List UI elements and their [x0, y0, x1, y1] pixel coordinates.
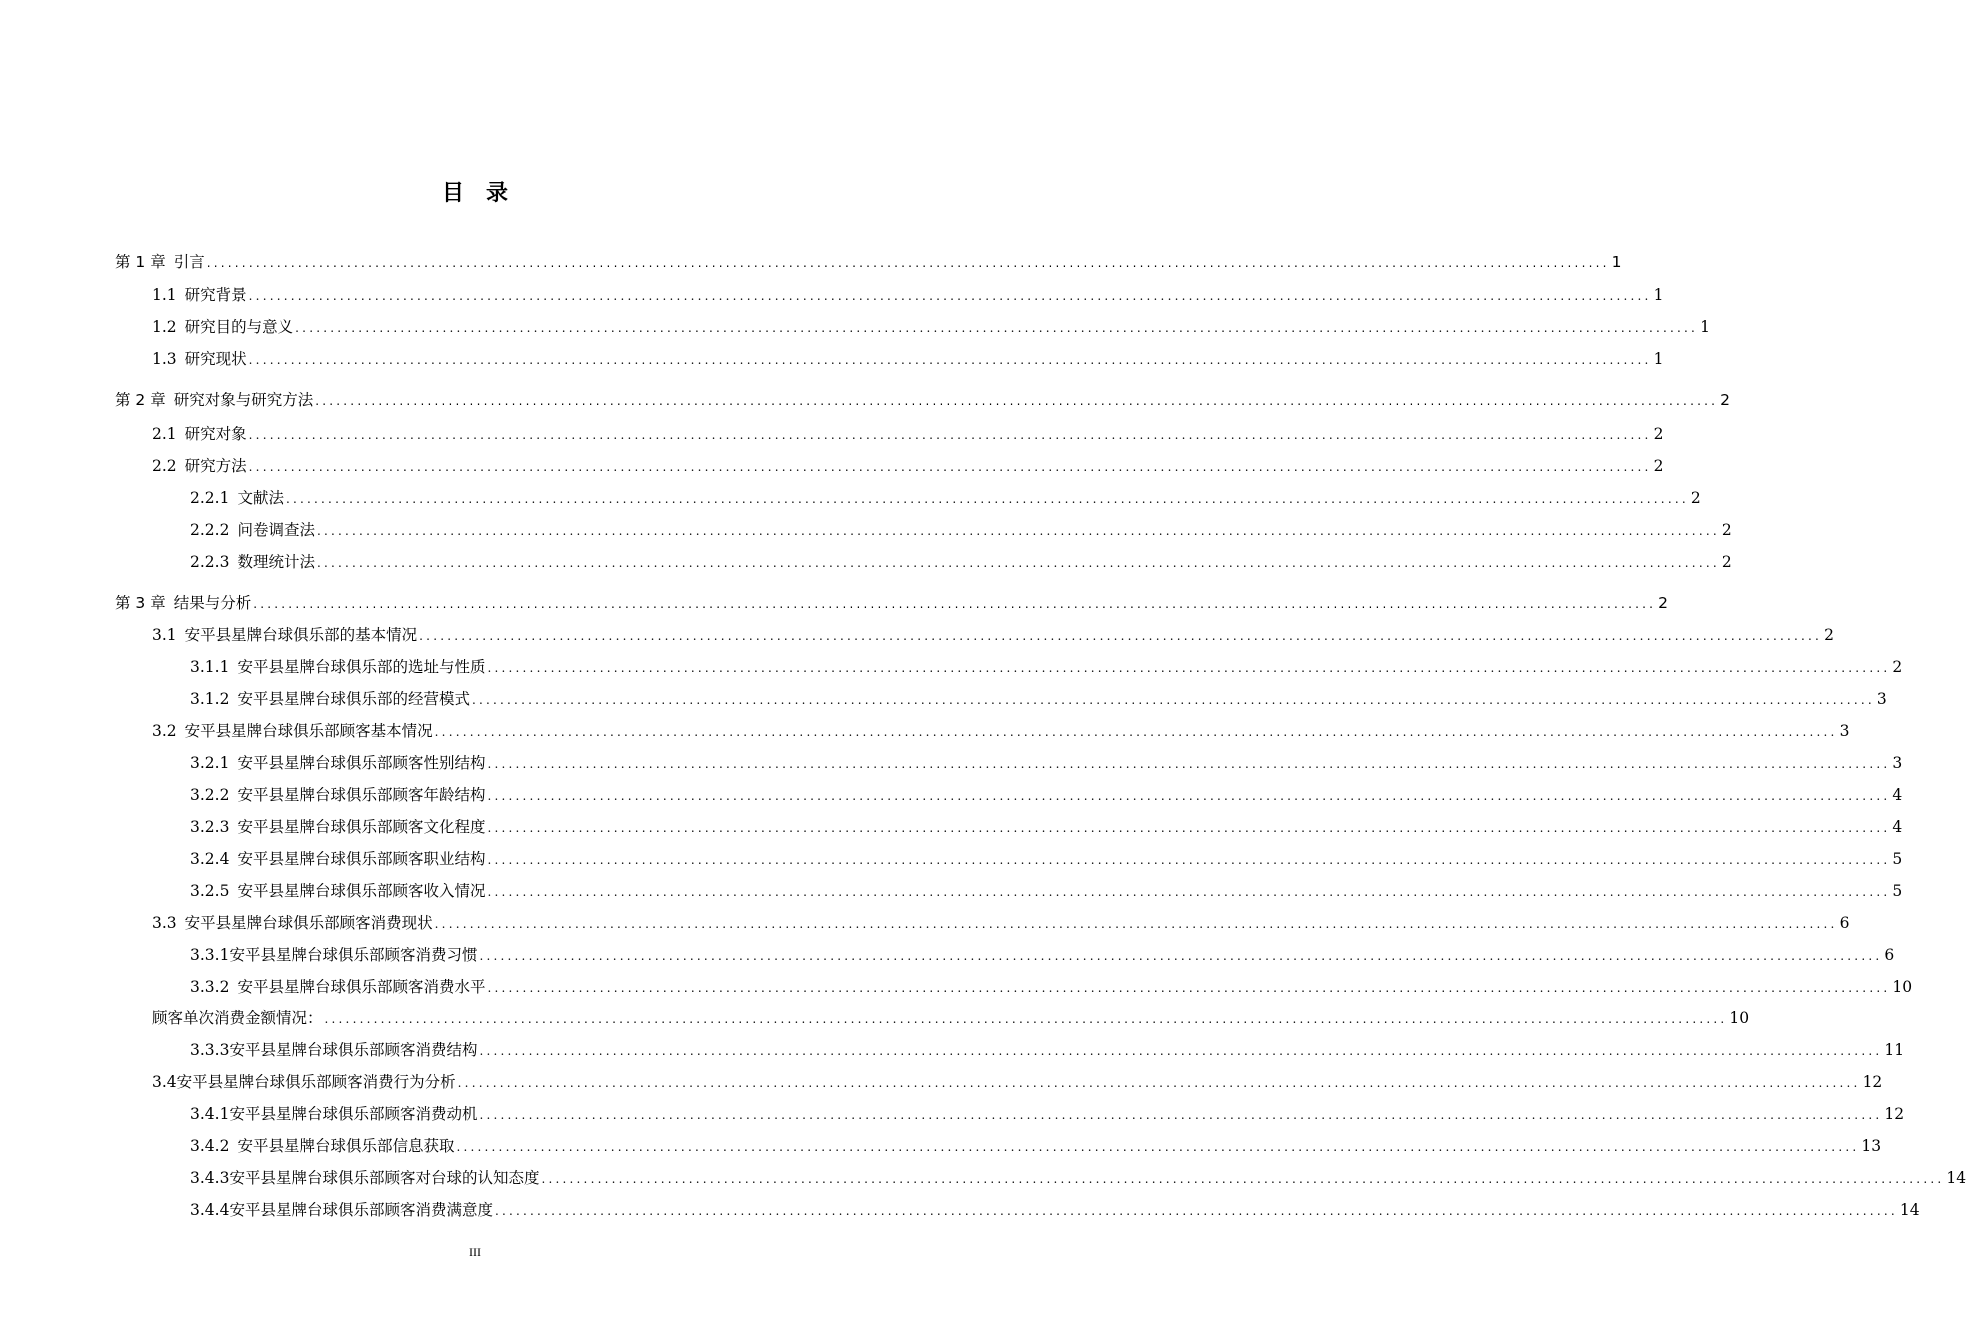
toc-entry-title: 安平县星牌台球俱乐部顾客文化程度	[237, 818, 486, 836]
toc-entry-number: 1.3	[152, 350, 177, 368]
toc-entry-label	[190, 1200, 493, 1220]
toc-entry-page: 1	[1653, 350, 1664, 368]
toc-entry-label	[152, 625, 417, 645]
dot-leader: ........................................................................................................................................................................................................	[248, 460, 1652, 474]
toc-entry[interactable]	[190, 941, 1895, 965]
toc-entry-label	[190, 689, 470, 709]
page-number-footer: III	[469, 1245, 481, 1259]
dot-leader: ........................................................................................................................................................................................................	[253, 597, 1657, 611]
toc-entry-page: 5	[1892, 882, 1903, 900]
dot-leader: ........................................................................................................................................................................................................	[541, 1172, 1945, 1186]
toc-entry-label	[152, 349, 247, 369]
dot-leader: ........................................................................................................................................................................................................	[316, 524, 1720, 538]
dot-leader: ........................................................................................................................................................................................................	[494, 1204, 1898, 1218]
dot-leader: ........................................................................................................................................................................................................	[248, 428, 1652, 442]
dot-leader: ........................................................................................................................................................................................................	[315, 394, 1719, 408]
toc-entry-title: 研究方法	[184, 457, 247, 475]
dot-leader: ........................................................................................................................................................................................................	[248, 353, 1652, 367]
title-char-1: 目	[441, 181, 464, 206]
toc-entry-page: 3	[1839, 722, 1850, 740]
toc-entry-title: 安平县星牌台球俱乐部顾客消费结构	[229, 1041, 478, 1059]
toc-entry-title: 安平县星牌台球俱乐部顾客消费现状	[184, 914, 433, 932]
toc-entry-label	[190, 977, 485, 997]
toc-entry-title: 安平县星牌台球俱乐部的经营模式	[237, 690, 470, 708]
toc-entry-title: 安平县星牌台球俱乐部顾客年龄结构	[237, 786, 486, 804]
toc-entry-page: 2	[1721, 521, 1732, 539]
dot-leader: ........................................................................................................................................................................................................	[248, 289, 1652, 303]
toc-entry-label	[115, 593, 251, 613]
toc-entry-label	[152, 317, 293, 337]
toc-entry-title: 安平县星牌台球俱乐部顾客对台球的认知态度	[229, 1169, 540, 1187]
toc-entry-label	[190, 488, 284, 508]
toc-entry[interactable]	[190, 813, 1903, 837]
dot-leader: ........................................................................................................................................................................................................	[206, 256, 1610, 270]
dot-leader: ........................................................................................................................................................................................................	[456, 1140, 1860, 1154]
toc-entry-label	[115, 390, 313, 410]
toc-entry-number: 1.2	[152, 318, 177, 336]
toc-entry-page: 14	[1946, 1169, 1966, 1187]
toc-entry-label	[190, 817, 485, 837]
toc-entry-title: 安平县星牌台球俱乐部顾客职业结构	[237, 850, 486, 868]
toc-entry-number: 3.4	[152, 1073, 177, 1091]
toc-entry-page: 3	[1876, 690, 1887, 708]
toc-entry-label	[190, 881, 485, 901]
toc-entry-page: 1	[1700, 318, 1710, 336]
toc-entry-number: 3.2.2	[190, 786, 230, 804]
toc-entry-label	[190, 1136, 454, 1156]
toc-entry-title: 问卷调查法	[237, 521, 315, 539]
toc-entry-number: 3.4.4	[190, 1201, 230, 1219]
dot-leader: ........................................................................................................................................................................................................	[457, 1076, 1861, 1090]
dot-leader: ........................................................................................................................................................................................................	[487, 757, 1891, 771]
toc-entry-number: 2.2.1	[190, 489, 230, 507]
toc-entry-page: 2	[1720, 391, 1730, 409]
toc-entry[interactable]	[115, 386, 1730, 410]
dot-leader: ........................................................................................................................................................................................................	[295, 321, 1699, 335]
toc-entry[interactable]	[152, 281, 1664, 305]
dot-leader: ........................................................................................................................................................................................................	[434, 725, 1838, 739]
toc-entry-number: 3.3	[152, 914, 177, 932]
toc-entry[interactable]	[115, 589, 1668, 613]
toc-entry[interactable]	[190, 1132, 1882, 1156]
dot-leader: ........................................................................................................................................................................................................	[487, 821, 1891, 835]
toc-entry-label	[190, 552, 315, 572]
toc-entry-label	[152, 1008, 323, 1028]
toc-entry-title: 安平县星牌台球俱乐部顾客基本情况	[184, 722, 433, 740]
toc-entry-number: 3.2	[152, 722, 177, 740]
toc-entry-page: 2	[1721, 553, 1732, 571]
toc-entry[interactable]	[152, 345, 1664, 369]
toc-entry-number: 2.2	[152, 457, 177, 475]
toc-entry-page: 4	[1892, 786, 1903, 804]
toc-entry-title: 安平县星牌台球俱乐部的选址与性质	[237, 658, 486, 676]
toc-entry-page: 2	[1658, 594, 1668, 612]
toc-entry-number: 2.2.2	[190, 521, 230, 539]
toc-entry-title: 研究背景	[184, 286, 247, 304]
toc-entry-number: 3.4.2	[190, 1137, 230, 1155]
toc-entry[interactable]	[190, 685, 1887, 709]
toc-entry-page: 12	[1862, 1073, 1883, 1091]
toc-entry-number: 2.1	[152, 425, 177, 443]
toc-entry-number: 3.2.5	[190, 882, 230, 900]
toc-entry[interactable]	[190, 653, 1903, 677]
dot-leader: ........................................................................................................................................................................................................	[316, 556, 1720, 570]
toc-entry-number: 3.1.1	[190, 658, 230, 676]
toc-entry-title: 研究现状	[184, 350, 247, 368]
toc-entry-page: 2	[1892, 658, 1903, 676]
dot-leader: ........................................................................................................................................................................................................	[324, 1012, 1728, 1026]
toc-entry-label	[190, 753, 485, 773]
toc-entry[interactable]	[190, 877, 1903, 901]
toc-entry-label	[190, 849, 485, 869]
dot-leader: ........................................................................................................................................................................................................	[434, 917, 1838, 931]
toc-entry-number: 第 2 章	[115, 391, 166, 409]
toc-entry-title: 安平县星牌台球俱乐部顾客收入情况	[237, 882, 486, 900]
toc-entry-page: 11	[1884, 1041, 1905, 1059]
dot-leader: ........................................................................................................................................................................................................	[487, 853, 1891, 867]
toc-entry-title: 数理统计法	[237, 553, 315, 571]
toc-entry-page: 10	[1729, 1009, 1750, 1027]
toc-entry[interactable]	[152, 1004, 1750, 1028]
dot-leader: ........................................................................................................................................................................................................	[479, 1044, 1883, 1058]
toc-entry[interactable]	[190, 781, 1903, 805]
dot-leader: ........................................................................................................................................................................................................	[487, 885, 1891, 899]
toc-entry-number: 3.1	[152, 626, 177, 644]
toc-entry-number: 3.2.3	[190, 818, 230, 836]
toc-entry-page: 2	[1653, 457, 1664, 475]
toc-entry-title: 顾客单次消费金额情况：	[152, 1009, 323, 1027]
toc-entry-page: 6	[1839, 914, 1850, 932]
toc-entry-page: 14	[1899, 1201, 1920, 1219]
toc-entry[interactable]	[152, 909, 1850, 933]
toc-entry-page: 2	[1824, 626, 1834, 644]
toc-entry[interactable]	[152, 1068, 1883, 1092]
toc-entry-title: 引言	[173, 253, 205, 271]
toc-entry-page: 13	[1861, 1137, 1882, 1155]
dot-leader: ........................................................................................................................................................................................................	[487, 789, 1891, 803]
toc-entry[interactable]	[190, 973, 1913, 997]
toc-entry-number: 3.4.3	[190, 1169, 230, 1187]
toc-entry-title: 安平县星牌台球俱乐部顾客消费满意度	[229, 1201, 493, 1219]
toc-entry-label	[152, 424, 247, 444]
toc-entry-number: 第 1 章	[115, 253, 166, 271]
toc-entry-number: 3.3.3	[190, 1041, 230, 1059]
toc-entry-label	[152, 456, 247, 476]
page-title	[0, 176, 950, 207]
dot-leader: ........................................................................................................................................................................................................	[471, 693, 1875, 707]
toc-entry[interactable]	[190, 749, 1903, 773]
toc-entry-label	[190, 785, 485, 805]
toc-entry-label	[190, 1104, 477, 1124]
toc-entry-page: 12	[1884, 1105, 1905, 1123]
toc-entry-number: 3.4.1	[190, 1105, 230, 1123]
toc-entry[interactable]	[190, 484, 1701, 508]
toc-entry-label	[190, 520, 315, 540]
toc-entry[interactable]	[190, 548, 1732, 572]
toc-entry-number: 3.1.2	[190, 690, 230, 708]
title-char-2: 录	[486, 181, 509, 206]
dot-leader: ........................................................................................................................................................................................................	[285, 492, 1689, 506]
toc-entry-label	[152, 285, 247, 305]
toc-entry-title: 研究目的与意义	[184, 318, 294, 336]
toc-entry-title: 安平县星牌台球俱乐部的基本情况	[184, 626, 418, 644]
toc-entry-page: 5	[1892, 850, 1903, 868]
toc-entry-number: 2.2.3	[190, 553, 230, 571]
toc-entry-title: 安平县星牌台球俱乐部顾客消费动机	[229, 1105, 478, 1123]
toc-entry-title: 研究对象	[184, 425, 247, 443]
toc-entry-page: 2	[1653, 425, 1664, 443]
toc-entry-label	[152, 913, 433, 933]
toc-entry[interactable]	[115, 248, 1622, 272]
toc-entry-page: 1	[1611, 253, 1622, 271]
toc-entry-title: 文献法	[237, 489, 284, 507]
dot-leader: ........................................................................................................................................................................................................	[479, 949, 1883, 963]
toc-entry-number: 第 3 章	[115, 594, 166, 612]
toc-entry-number: 3.2.4	[190, 850, 230, 868]
toc-entry[interactable]	[152, 420, 1664, 444]
toc-entry-title: 安平县星牌台球俱乐部顾客性别结构	[237, 754, 486, 772]
toc-entry[interactable]	[190, 1036, 1905, 1060]
toc-entry-label	[152, 721, 433, 741]
toc-entry-label	[115, 252, 205, 272]
toc-entry-label	[190, 1040, 477, 1060]
dot-leader: ........................................................................................................................................................................................................	[479, 1108, 1883, 1122]
toc-entry[interactable]	[152, 717, 1850, 741]
toc-entry-label	[190, 945, 477, 965]
toc-entry-title: 安平县星牌台球俱乐部顾客消费习惯	[229, 946, 478, 964]
toc-entry-number: 1.1	[152, 286, 177, 304]
toc-entry-page: 2	[1690, 489, 1701, 507]
toc-entry[interactable]	[190, 516, 1732, 540]
toc-entry-label	[190, 1168, 539, 1188]
toc-entry-number: 3.2.1	[190, 754, 230, 772]
toc-entry[interactable]	[190, 1100, 1905, 1124]
toc-entry-page: 3	[1892, 754, 1903, 772]
toc-entry-label	[190, 657, 485, 677]
toc-entry[interactable]	[190, 845, 1903, 869]
toc-entry-label	[152, 1072, 456, 1092]
toc-entry[interactable]	[152, 313, 1710, 337]
toc-entry-title: 研究对象与研究方法	[173, 391, 314, 409]
toc-entry-title: 安平县星牌台球俱乐部顾客消费水平	[237, 978, 486, 996]
toc-entry-page: 10	[1892, 978, 1913, 996]
toc-entry-number: 3.3.1	[190, 946, 230, 964]
toc-entry[interactable]	[152, 621, 1834, 645]
dot-leader: ........................................................................................................................................................................................................	[419, 629, 1823, 643]
toc-entry-page: 6	[1884, 946, 1895, 964]
toc-entry[interactable]	[190, 1164, 1966, 1188]
toc-entry[interactable]	[152, 452, 1664, 476]
dot-leader: ........................................................................................................................................................................................................	[487, 981, 1891, 995]
toc-entry-title: 安平县星牌台球俱乐部信息获取	[237, 1137, 455, 1155]
toc-entry-number: 3.3.2	[190, 978, 230, 996]
toc-entry-title: 安平县星牌台球俱乐部顾客消费行为分析	[176, 1073, 456, 1091]
toc-entry-page: 1	[1653, 286, 1664, 304]
dot-leader: ........................................................................................................................................................................................................	[487, 661, 1891, 675]
toc-entry[interactable]	[190, 1196, 1920, 1220]
toc-entry-title: 结果与分析	[173, 594, 252, 612]
toc-entry-page: 4	[1892, 818, 1903, 836]
